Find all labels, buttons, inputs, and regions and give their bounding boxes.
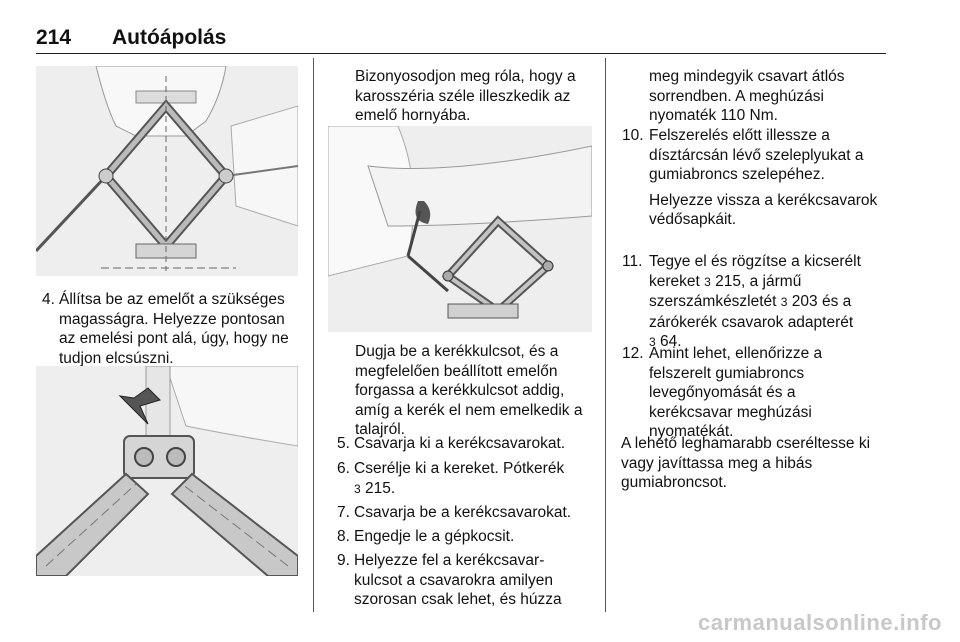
step-5	[337, 434, 597, 454]
section-title: Autóápolás	[112, 26, 227, 49]
step-number: 9.	[337, 552, 350, 569]
step-text-line: Helyezze fel a kerékcsavar-	[354, 552, 545, 569]
step-text-line: kulcsot a csavarokra amilyen	[354, 571, 553, 589]
step-7	[337, 503, 597, 523]
step-8	[337, 527, 597, 547]
step-text-line: Helyezze vissza a kerékcsavarok	[649, 191, 878, 209]
step-text-line: védősapkáit.	[649, 211, 737, 228]
text-line: vagy javíttassa meg a hibás	[621, 454, 813, 472]
jack-raising-illustration	[36, 66, 298, 276]
step-number: 4.	[42, 291, 55, 308]
page-reference-arrow: 3	[649, 335, 656, 349]
step-text-line: levegőnyomását és a	[649, 384, 796, 401]
step-text-line: gumiabroncs szelepéhez.	[649, 166, 825, 183]
watermark: carmanualsonline.info	[698, 610, 942, 635]
jack-wrench-drawing	[328, 126, 592, 332]
step-6	[337, 459, 597, 499]
step-text-line: az emelési pont alá, úgy, hogy ne	[59, 330, 289, 347]
step-text-line: szorosan csak lehet, és húzza	[354, 591, 562, 608]
step-4	[42, 290, 304, 370]
text-line: sorrendben. A meghúzási	[649, 87, 824, 105]
step-text-line: Cserélje ki a kereket. Pótkerék	[354, 460, 565, 477]
step-9-continuation	[649, 67, 889, 126]
text-fragment: szerszámkészletét	[649, 293, 777, 310]
step-11	[622, 252, 892, 350]
page-reference: 215, a jármű	[715, 272, 802, 290]
header-rule	[36, 53, 886, 54]
column-divider-1	[313, 58, 314, 612]
step-number: 10.	[622, 127, 644, 144]
text-line: A lehető leghamarabb cseréltesse ki	[621, 435, 871, 452]
text-line: meg mindegyik csavart átlós	[649, 68, 845, 85]
text-line: nyomaték 110 Nm.	[649, 107, 778, 124]
jack-raising-drawing	[36, 66, 298, 276]
page-reference: 203 és a	[791, 293, 852, 310]
step-12	[622, 344, 892, 444]
step-text-line: Felszerelés előtt illessze a	[649, 127, 830, 144]
page-reference-arrow: 3	[704, 274, 711, 289]
step-text-line: tudjon elcsúszni.	[59, 349, 174, 367]
step-text-line: magasságra. Helyezze pontosan	[59, 310, 285, 328]
step-text-line: Csavarja ki a kerékcsavarokat.	[354, 435, 566, 452]
page-reference-arrow: 3	[354, 481, 361, 496]
step-text-line: Amint lehet, ellenőrizze a	[649, 345, 823, 362]
step-text-line: dísztárcsán lévő szeleplyukat a	[649, 146, 864, 164]
page-number: 214	[36, 26, 72, 49]
text-line: forgassa a kerékkulcsot addig,	[355, 382, 565, 399]
step-number: 6.	[337, 460, 350, 477]
intro-paragraph	[355, 67, 595, 126]
step-text-line: kerékcsavar meghúzási	[649, 403, 812, 421]
step-number: 5.	[337, 435, 350, 452]
jack-lift-point-illustration	[36, 366, 298, 576]
page-reference: 215.	[365, 479, 396, 497]
step-text-line	[649, 272, 861, 293]
text-line: megfelelően beállított emelőn	[355, 362, 558, 380]
text-line: karosszéria széle illeszkedik az	[355, 87, 571, 105]
final-paragraph	[621, 434, 891, 493]
text-line: talajról.	[355, 421, 405, 438]
step-number: 7.	[337, 504, 350, 521]
text-line: amíg a kerék el nem emelkedik a	[355, 401, 583, 419]
jack-wrench-illustration	[328, 126, 592, 332]
text-line: gumiabroncsot.	[621, 474, 727, 491]
step-text-line: Csavarja be a kerékcsavarokat.	[354, 504, 572, 521]
step-text-line: Engedje le a gépkocsit.	[354, 528, 515, 545]
page-reference-arrow: 3	[780, 295, 788, 309]
step-text-line	[354, 479, 564, 500]
page-header	[36, 22, 886, 52]
step-text-line: zárókerék csavarok adapterét	[649, 313, 854, 331]
step-number: 8.	[337, 528, 350, 545]
text-line: Bizonyosodjon meg róla, hogy a	[355, 68, 576, 85]
step-text-line: felszerelt gumiabroncs	[649, 364, 805, 382]
jack-lift-point-drawing	[36, 366, 298, 576]
step-text-line	[649, 292, 861, 313]
step-text-line: nyomatékát.	[649, 423, 734, 440]
text-fragment: kereket	[649, 272, 700, 290]
step-9	[337, 551, 597, 611]
column-divider-2	[605, 58, 606, 612]
step-number: 12.	[622, 345, 644, 362]
step-text-line: Tegye el és rögzítse a kicserélt	[649, 253, 861, 270]
text-line: Dugja be a kerékkulcsot, és a	[355, 343, 559, 360]
crank-paragraph	[355, 342, 595, 440]
step-10	[622, 126, 892, 250]
page-reference: 64.	[660, 333, 682, 350]
step-text-line: Állítsa be az emelőt a szükséges	[59, 291, 285, 308]
step-number: 11.	[622, 253, 643, 270]
text-line: emelő hornyába.	[355, 107, 471, 124]
